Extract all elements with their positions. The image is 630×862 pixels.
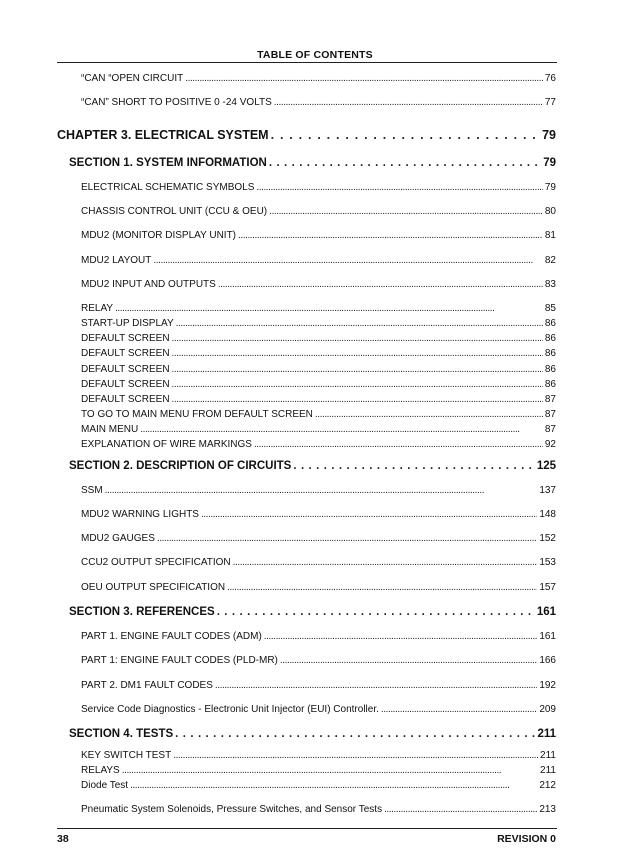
dot-leader — [176, 318, 543, 329]
dot-leader — [157, 533, 537, 544]
footer-revision: REVISION 0 — [497, 833, 556, 845]
toc-entry-title: ELECTRICAL SCHEMATIC SYMBOLS — [81, 182, 255, 193]
toc-entry-page: 153 — [539, 557, 556, 568]
toc-entry[interactable] — [81, 655, 556, 666]
toc-section-page: 125 — [536, 460, 556, 472]
toc-entry-title: DEFAULT SCREEN — [81, 364, 170, 375]
toc-entry-title: CCU2 OUTPUT SPECIFICATION — [81, 557, 231, 568]
dot-leader — [227, 582, 537, 593]
toc-entry-title: PART 1: ENGINE FAULT CODES (PLD-MR) — [81, 655, 278, 666]
toc-entry[interactable] — [81, 509, 556, 520]
toc-entry-title: DEFAULT SCREEN — [81, 333, 170, 344]
toc-entry-page: 79 — [544, 182, 556, 193]
toc-chapter[interactable] — [57, 128, 556, 142]
toc-entry[interactable] — [81, 97, 556, 108]
dot-leader — [172, 379, 543, 390]
toc-section[interactable] — [69, 460, 556, 472]
toc-entry[interactable] — [81, 424, 556, 435]
toc-entry[interactable] — [81, 485, 556, 496]
toc-entry-title: EXPLANATION OF WIRE MARKINGS — [81, 439, 252, 450]
dot-leader — [172, 348, 543, 359]
dot-leader — [215, 680, 537, 691]
toc-entry-page: 137 — [539, 485, 556, 496]
dot-leader — [218, 279, 543, 290]
toc-entry-page: 80 — [544, 206, 556, 217]
toc-entry-page: 212 — [539, 780, 556, 791]
toc-section-title: SECTION 1. SYSTEM INFORMATION — [69, 157, 267, 169]
dot-leader — [233, 557, 538, 568]
toc-entry-page: 148 — [539, 509, 556, 520]
dot-leader — [172, 333, 543, 344]
toc-entry-page: 83 — [544, 279, 556, 290]
toc-entry[interactable] — [81, 582, 556, 593]
dot-leader — [315, 409, 543, 420]
dot-leader — [269, 206, 543, 217]
toc-entry-page: 86 — [544, 379, 556, 390]
toc-section-title: SECTION 3. REFERENCES — [69, 606, 215, 618]
dot-leader — [175, 728, 535, 740]
toc-entry-title: MDU2 GAUGES — [81, 533, 155, 544]
toc-entry-page: 161 — [539, 631, 556, 642]
toc-entry-title: MDU2 WARNING LIGHTS — [81, 509, 199, 520]
toc-entry[interactable] — [81, 279, 556, 290]
toc-entry-page: 86 — [544, 348, 556, 359]
footer-rule — [57, 828, 557, 829]
dot-leader — [201, 509, 537, 520]
dot-leader — [130, 780, 537, 791]
toc-entry-title: “CAN” SHORT TO POSITIVE 0 -24 VOLTS — [81, 97, 272, 108]
toc-entry[interactable] — [81, 780, 556, 791]
toc-entry-page: 157 — [539, 582, 556, 593]
toc-entry[interactable] — [81, 303, 556, 314]
toc-entry-title: Pneumatic System Solenoids, Pressure Switches, and Sensor Tests — [81, 804, 383, 815]
toc-entry-page: 92 — [544, 439, 556, 450]
dot-leader — [172, 364, 543, 375]
toc-section-title: SECTION 4. TESTS — [69, 728, 174, 740]
dot-leader — [238, 230, 543, 241]
dot-leader — [185, 73, 543, 84]
toc-entry-title: Diode Test — [81, 780, 129, 791]
dot-leader — [140, 424, 543, 435]
page-title: TABLE OF CONTENTS — [257, 49, 373, 61]
toc-entry[interactable] — [81, 409, 556, 420]
toc-entry-page: 87 — [544, 394, 556, 405]
toc-section-page: 79 — [543, 157, 556, 169]
toc-entry-title: DEFAULT SCREEN — [81, 394, 170, 405]
toc-entry-title: CHASSIS CONTROL UNIT (CCU & OEU) — [81, 206, 268, 217]
toc-entry-page: 86 — [544, 364, 556, 375]
dot-leader — [256, 182, 543, 193]
toc-entry[interactable] — [81, 73, 556, 84]
header-rule — [57, 62, 557, 63]
dot-leader — [254, 439, 543, 450]
toc-entry-page: 76 — [544, 73, 556, 84]
toc-entry-title: TO GO TO MAIN MENU FROM DEFAULT SCREEN — [81, 409, 313, 420]
toc-entry-title: RELAYS — [81, 765, 120, 776]
toc-entry-title: PART 1. ENGINE FAULT CODES (ADM) — [81, 631, 262, 642]
toc-entry-page: 86 — [544, 333, 556, 344]
toc-entry-title: DEFAULT SCREEN — [81, 348, 170, 359]
toc-entry-page: 166 — [539, 655, 556, 666]
toc-entry-page: 82 — [544, 255, 556, 266]
toc-entry-title: SSM — [81, 485, 103, 496]
toc-entry[interactable] — [81, 182, 556, 193]
toc-entry[interactable] — [81, 804, 556, 815]
toc-entry-page: 86 — [544, 318, 556, 329]
toc-entry[interactable] — [81, 557, 556, 568]
toc-entry-page: 152 — [539, 533, 556, 544]
dot-leader — [153, 255, 542, 266]
toc-entry[interactable] — [81, 318, 556, 329]
toc-entry-page: 81 — [544, 230, 556, 241]
dot-leader — [271, 128, 540, 142]
toc-entry-title: MDU2 INPUT AND OUTPUTS — [81, 279, 216, 290]
toc-entry-title: MDU2 (MONITOR DISPLAY UNIT) — [81, 230, 237, 241]
toc-entry-title: Service Code Diagnostics - Electronic Unit Injector (EUI) Controller. — [81, 704, 379, 715]
toc-entry[interactable] — [81, 704, 556, 715]
toc-entry-title: KEY SWITCH TEST — [81, 750, 172, 761]
toc-section-title: SECTION 2. DESCRIPTION OF CIRCUITS — [69, 460, 292, 472]
dot-leader — [384, 804, 537, 815]
toc-entry-title: PART 2. DM1 FAULT CODES — [81, 680, 213, 691]
toc-chapter-title: CHAPTER 3. ELECTRICAL SYSTEM — [57, 128, 269, 142]
toc-entry[interactable] — [81, 348, 556, 359]
toc-entry[interactable] — [81, 255, 556, 266]
toc-entry-page: 192 — [539, 680, 556, 691]
dot-leader — [105, 485, 538, 496]
dot-leader — [115, 303, 543, 314]
toc-entry-page: 213 — [539, 804, 556, 815]
toc-entry-title: MAIN MENU — [81, 424, 139, 435]
toc-entry[interactable] — [81, 364, 556, 375]
toc-entry-page: 211 — [540, 750, 556, 761]
dot-leader — [173, 750, 538, 761]
toc-entry-page: 209 — [539, 704, 556, 715]
toc-chapter-page: 79 — [542, 128, 556, 142]
toc-entry[interactable] — [81, 439, 556, 450]
toc-entry-page: 87 — [544, 424, 556, 435]
toc-entry-page: 87 — [544, 409, 556, 420]
dot-leader — [381, 704, 537, 715]
toc-entry[interactable] — [81, 631, 556, 642]
dot-leader — [264, 631, 538, 642]
toc-entry-title: “CAN “OPEN CIRCUIT — [81, 73, 184, 84]
toc-entry-page: 85 — [544, 303, 556, 314]
toc-entry-title: START-UP DISPLAY — [81, 318, 174, 329]
toc-section-page: 161 — [536, 606, 556, 618]
toc-entry[interactable] — [81, 533, 556, 544]
footer-page-number: 38 — [57, 833, 69, 845]
dot-leader — [269, 157, 541, 169]
toc-entry[interactable] — [81, 230, 556, 241]
toc-entry-page: 211 — [540, 765, 556, 776]
dot-leader — [172, 394, 543, 405]
toc-section[interactable] — [69, 157, 556, 169]
toc-entry-title: OEU OUTPUT SPECIFICATION — [81, 582, 226, 593]
dot-leader — [280, 655, 537, 666]
toc-section[interactable] — [69, 728, 556, 740]
dot-leader — [274, 97, 543, 108]
toc-section[interactable] — [69, 606, 556, 618]
toc-entry[interactable] — [81, 680, 556, 691]
dot-leader — [217, 606, 535, 618]
toc-entry[interactable] — [81, 333, 556, 344]
toc-entry-title: DEFAULT SCREEN — [81, 379, 170, 390]
toc-entry-page: 77 — [544, 97, 556, 108]
toc-entry-title: MDU2 LAYOUT — [81, 255, 152, 266]
toc-entry[interactable] — [81, 750, 556, 761]
dot-leader — [122, 765, 538, 776]
toc-entry[interactable] — [81, 765, 556, 776]
toc-entry[interactable] — [81, 379, 556, 390]
toc-entry-title: RELAY — [81, 303, 114, 314]
toc-entry[interactable] — [81, 206, 556, 217]
toc-entry[interactable] — [81, 394, 556, 405]
toc-section-page: 211 — [537, 728, 556, 740]
dot-leader — [293, 460, 534, 472]
